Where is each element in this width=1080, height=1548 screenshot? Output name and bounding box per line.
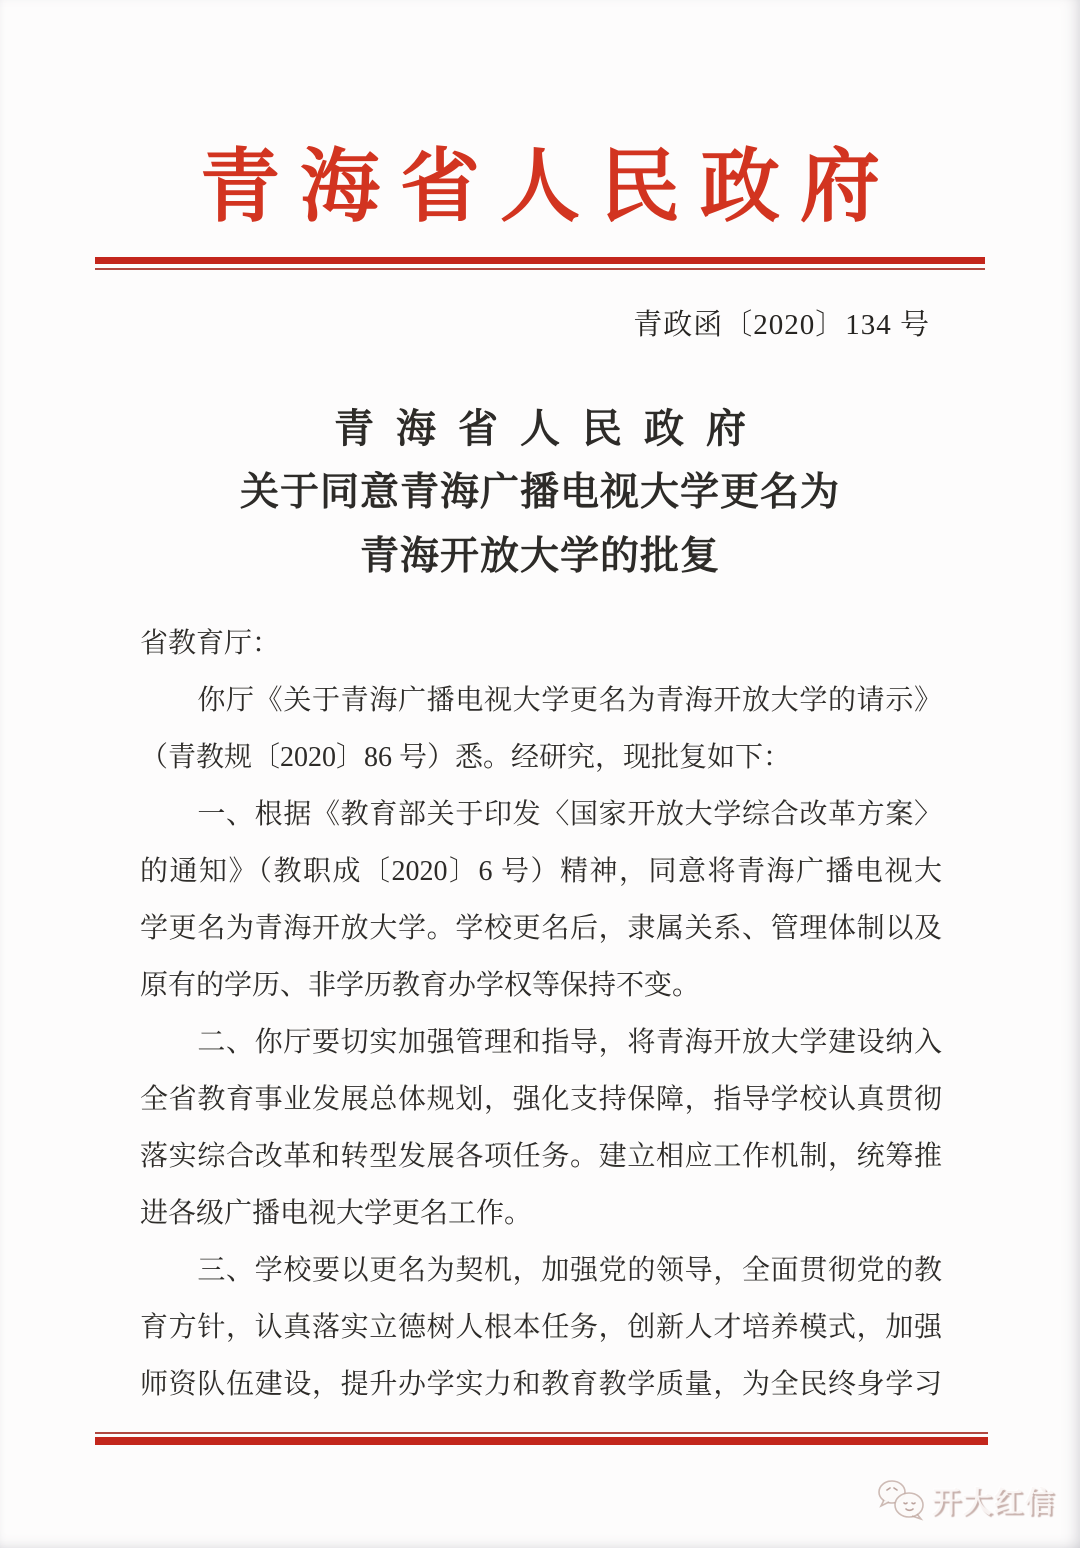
wechat-icon [876, 1478, 926, 1522]
letterhead-org-name: 青海省人民政府 [200, 144, 900, 232]
footer-divider [95, 1432, 988, 1445]
document-body [140, 615, 942, 1413]
title-line-1: 青海省人民政府 [334, 406, 768, 451]
body-line: 的通知》（教职成〔2020〕6 号）精神，同意将青海广播电视大 [140, 856, 942, 887]
body-line: 学更名为青海开放大学。学校更名后，隶属关系、管理体制以及 [140, 913, 942, 944]
salutation-line: 省教育厅： [140, 628, 281, 659]
header-divider-thick-line [95, 257, 985, 264]
document-title [0, 405, 1080, 581]
body-line: （青教规〔2020〕86 号）悉。经研究，现批复如下： [140, 742, 792, 773]
body-line: 原有的学历、非学历教育办学权等保持不变。 [140, 970, 701, 1001]
body-line: 落实综合改革和转型发展各项任务。建立相应工作机制，统筹推 [140, 1141, 942, 1172]
header-divider-thin-line [95, 268, 985, 270]
watermark-text: 开大红信 [931, 1486, 1056, 1519]
footer-divider-thick-line [95, 1437, 988, 1445]
watermark [876, 1478, 1056, 1522]
body-line: 二、你厅要切实加强管理和指导，将青海开放大学建设纳入 [140, 1027, 942, 1058]
doc-number: 青政函〔2020〕134 号 [633, 309, 930, 341]
title-line-3: 青海开放大学的批复 [359, 535, 720, 578]
body-line: 一、根据《教育部关于印发〈国家开放大学综合改革方案〉 [140, 799, 942, 830]
body-line: 师资队伍建设，提升办学实力和教育教学质量，为全民终身学习 [140, 1369, 942, 1400]
header-divider [95, 257, 985, 270]
body-line: 进各级广播电视大学更名工作。 [140, 1198, 533, 1229]
body-line: 全省教育事业发展总体规划，强化支持保障，指导学校认真贯彻 [140, 1084, 942, 1115]
title-line-2: 关于同意青海广播电视大学更名为 [239, 471, 840, 514]
footer-divider-thin-line [95, 1432, 988, 1434]
body-line: 三、学校要以更名为契机，加强党的领导，全面贯彻党的教 [140, 1255, 942, 1286]
body-line: 育方针，认真落实立德树人根本任务，创新人才培养模式，加强 [140, 1312, 942, 1343]
body-line: 你厅《关于青海广播电视大学更名为青海开放大学的请示》 [140, 685, 942, 716]
